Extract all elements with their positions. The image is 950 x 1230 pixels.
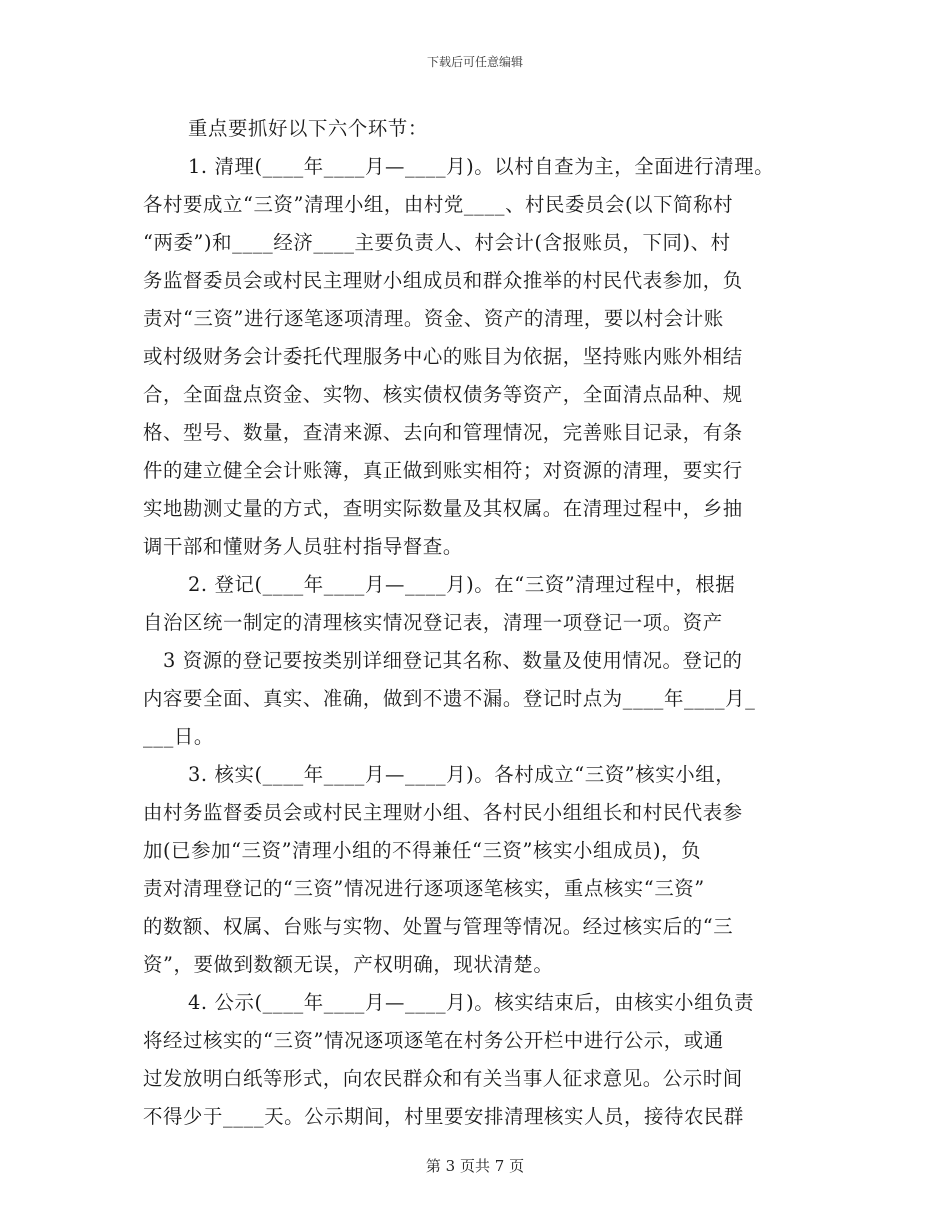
document-body: [143, 110, 808, 1136]
text-line: 重点要抓好以下六个环节：: [188, 117, 428, 140]
page-footer: 第 3 页共 7 页: [425, 1157, 525, 1175]
text-line: 合，全面盘点资金、实物、核实债权债务等资产，全面清点品种、规: [143, 383, 743, 406]
text-line: 件的建立健全会计账簿，真正做到账实相符；对资源的清理，要实行: [143, 459, 743, 482]
text-line: 2. 登记(____年____月—____月)。在“三资”清理过程中，根据: [188, 573, 736, 596]
text-line: 各村要成立“三资”清理小组，由村党____、村民委员会(以下简称村: [143, 193, 734, 216]
text-line: 的数额、权属、台账与实物、处置与管理等情况。经过核实后的“三: [143, 915, 734, 938]
text-line: 务监督委员会或村民主理财小组成员和群众推举的村民代表参加，负: [143, 269, 743, 292]
text-line: 1. 清理(____年____月—____月)。以村自查为主，全面进行清理。: [188, 155, 775, 178]
text-line: ___日。: [143, 725, 214, 748]
text-line: 加(已参加“三资”清理小组的不得兼任“三资”核实小组成员)，负: [143, 839, 702, 862]
text-line: 自治区统一制定的清理核实情况登记表，清理一项登记一项。资产: [143, 611, 723, 634]
text-line: 内容要全面、真实、准确，做到不遗不漏。登记时点为____年____月_: [143, 687, 756, 710]
text-line: 3 资源的登记要按类别详细登记其名称、数量及使用情况。登记的: [163, 649, 743, 672]
text-line: 将经过核实的“三资”情况逐项逐笔在村务公开栏中进行公示，或通: [143, 1029, 724, 1052]
text-line: “两委”)和____经济____主要负责人、村会计(含报账员，下同)、村: [143, 231, 731, 254]
text-line: 3. 核实(____年____月—____月)。各村成立“三资”核实小组，: [188, 763, 736, 786]
text-line: 或村级财务会计委托代理服务中心的账目为依据，坚持账内账外相结: [143, 345, 743, 368]
text-line: 4. 公示(____年____月—____月)。核实结束后，由核实小组负责: [188, 991, 755, 1014]
page-header: 下载后可任意编辑: [426, 55, 523, 69]
text-line: 责对清理登记的“三资”情况进行逐项逐笔核实，重点核实“三资”: [143, 877, 705, 900]
text-line: 责对“三资”进行逐笔逐项清理。资金、资产的清理，要以村会计账: [143, 307, 724, 330]
text-line: 实地勘测丈量的方式，查明实际数量及其权属。在清理过程中，乡抽: [143, 497, 743, 520]
text-line: 由村务监督委员会或村民主理财小组、各村民小组组长和村民代表参: [143, 801, 743, 824]
text-line: 格、型号、数量，查清来源、去向和管理情况，完善账目记录，有条: [143, 421, 743, 444]
text-line: 过发放明白纸等形式，向农民群众和有关当事人征求意见。公示时间: [143, 1067, 743, 1090]
text-line: 资”，要做到数额无误，产权明确，现状清楚。: [143, 953, 554, 976]
text-line: 调干部和懂财务人员驻村指导督查。: [143, 535, 463, 558]
text-line: 不得少于____天。公示期间，村里要安排清理核实人员，接待农民群: [143, 1105, 744, 1128]
